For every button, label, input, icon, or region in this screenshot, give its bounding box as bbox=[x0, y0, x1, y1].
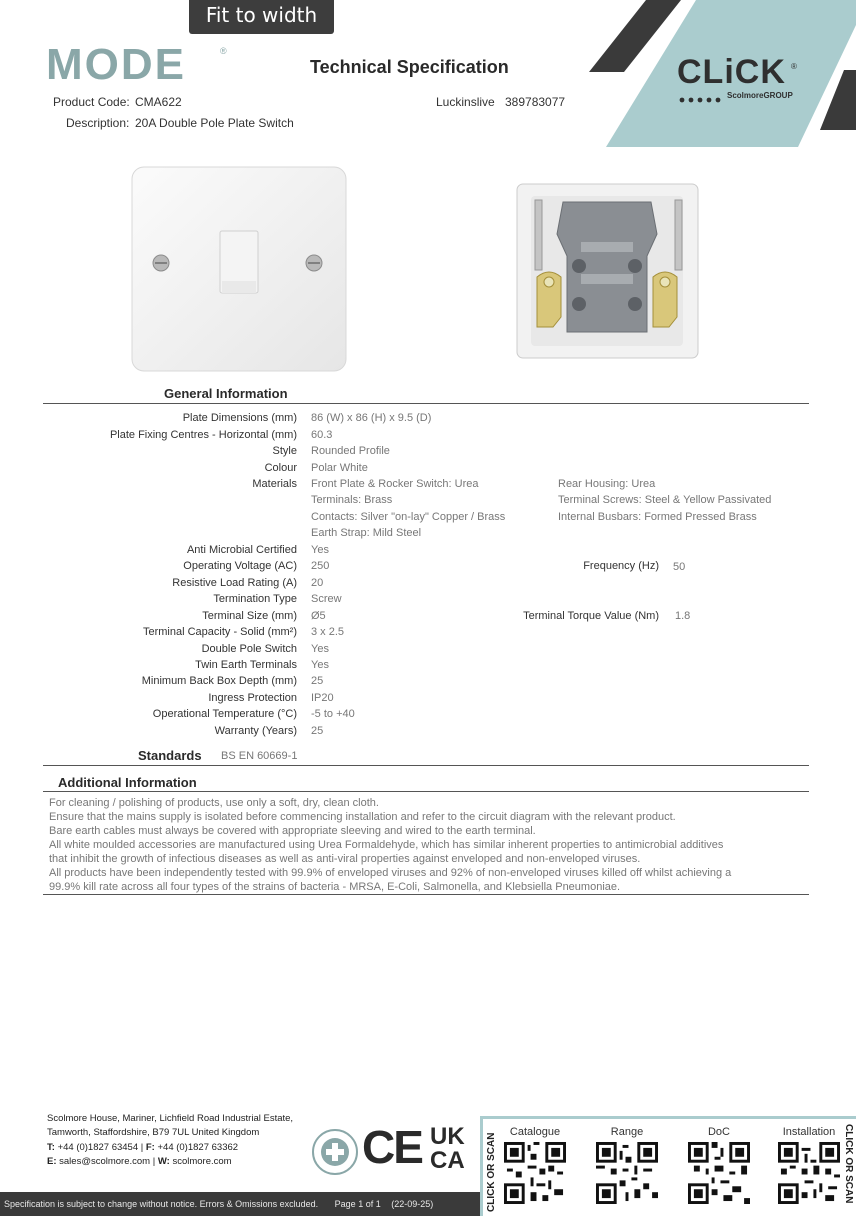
standards-rule bbox=[43, 765, 809, 766]
click-logo-dots bbox=[679, 91, 727, 109]
click-or-scan-right: CLICK OR SCAN bbox=[843, 1124, 854, 1204]
spec-value: Screw bbox=[311, 593, 342, 605]
torque-value: 1.8 bbox=[675, 610, 691, 622]
spec-label: Ingress Protection bbox=[208, 692, 297, 704]
materials-line: Terminals: Brass bbox=[311, 494, 393, 506]
spec-label: Double Pole Switch bbox=[201, 643, 297, 655]
qr-label-installation[interactable]: Installation bbox=[782, 1126, 836, 1138]
torque-label: Terminal Torque Value (Nm) bbox=[523, 610, 659, 622]
spec-value: 250 bbox=[311, 560, 330, 572]
general-information-rule bbox=[43, 403, 809, 404]
spec-label: Warranty (Years) bbox=[214, 725, 297, 737]
spec-label: Anti Microbial Certified bbox=[186, 544, 297, 556]
spec-label: Termination Type bbox=[213, 593, 297, 605]
footer-contact-phone: T: +44 (0)1827 63454 | F: +44 (0)1827 63362 bbox=[47, 1142, 239, 1153]
additional-line: 99.9% kill rate across all four types of the strains of bacteria - MRSA, E-Coli, Salmonella, and Klebsiella Pneumoniae. bbox=[49, 881, 621, 893]
phone-value: +44 (0)1827 63454 bbox=[57, 1142, 139, 1153]
materials-line: Internal Busbars: Formed Pressed Brass bbox=[558, 511, 757, 523]
materials-line: Rear Housing: Urea bbox=[558, 478, 656, 490]
additional-information-heading: Additional Information bbox=[58, 775, 197, 790]
email-label: E: bbox=[47, 1156, 57, 1167]
front-plate-image bbox=[128, 165, 350, 375]
spec-label: Minimum Back Box Depth (mm) bbox=[141, 675, 297, 687]
additional-line: All white moulded accessories are manufactured using Urea Formaldehyde, which has similar inherent properties to antimicrobial additives bbox=[49, 839, 724, 851]
ce-mark-icon: CE bbox=[362, 1121, 422, 1173]
spec-label: Operational Temperature (°C) bbox=[152, 708, 297, 720]
footer-address-line: Tamworth, Staffordshire, B79 7UL United Kingdom bbox=[47, 1127, 260, 1138]
spec-label: Materials bbox=[252, 478, 297, 490]
standards-heading: Standards bbox=[138, 748, 202, 763]
spec-value: 20 bbox=[311, 577, 324, 589]
supplier-code: 389783077 bbox=[505, 95, 566, 109]
materials-line: Terminal Screws: Steel & Yellow Passivated bbox=[558, 494, 772, 506]
qr-code-installation[interactable] bbox=[778, 1142, 840, 1204]
spec-value: IP20 bbox=[311, 692, 334, 704]
qr-code-catalogue[interactable] bbox=[504, 1142, 566, 1204]
spec-label: Colour bbox=[264, 462, 297, 474]
description-label: Description: bbox=[66, 116, 130, 130]
additional-line: that inhibit the growth of infectious diseases as well as anti-viral properties against enveloped and non-enveloped viruses. bbox=[49, 853, 641, 865]
additional-information-rule bbox=[43, 791, 809, 792]
spec-value: -5 to +40 bbox=[311, 708, 355, 720]
qr-code-range[interactable] bbox=[596, 1142, 658, 1204]
spec-label: Plate Dimensions (mm) bbox=[182, 412, 297, 424]
spec-value: Rounded Profile bbox=[311, 445, 390, 457]
spec-label: Style bbox=[272, 445, 297, 457]
click-logo: CLiCK bbox=[677, 53, 786, 91]
spec-label: Operating Voltage (AC) bbox=[183, 560, 297, 572]
spec-value: 3 x 2.5 bbox=[311, 626, 345, 638]
additional-line: Ensure that the mains supply is isolated before commencing installation and refer to the circuit diagram with the relevant product. bbox=[49, 811, 676, 823]
fax-value: +44 (0)1827 63362 bbox=[157, 1142, 239, 1153]
email-value[interactable]: sales@scolmore.com bbox=[59, 1156, 151, 1167]
supplier-label: Luckinslive bbox=[436, 95, 495, 109]
mode-logo-mark: ® bbox=[220, 46, 227, 56]
qr-label-range[interactable]: Range bbox=[610, 1126, 644, 1138]
phone-label: T: bbox=[47, 1142, 55, 1153]
spec-label: Terminal Capacity - Solid (mm²) bbox=[142, 626, 297, 638]
spec-label: Terminal Size (mm) bbox=[202, 610, 297, 622]
footer-address-line: Scolmore House, Mariner, Lichfield Road Industrial Estate, bbox=[47, 1113, 294, 1124]
spec-value: 60.3 bbox=[311, 429, 333, 441]
web-label: W: bbox=[157, 1156, 170, 1167]
spec-value: 86 (W) x 86 (H) x 9.5 (D) bbox=[311, 412, 432, 424]
description-value: 20A Double Pole Plate Switch bbox=[135, 116, 294, 130]
frequency-label: Frequency (Hz) bbox=[583, 560, 659, 572]
additional-bottom-rule bbox=[43, 894, 809, 895]
footer-contact-web: E: sales@scolmore.com | W: scolmore.com bbox=[47, 1156, 232, 1167]
web-value[interactable]: scolmore.com bbox=[172, 1156, 232, 1167]
antimicrobial-badge-icon bbox=[311, 1128, 359, 1176]
footer-disclaimer: Specification is subject to change without notice. Errors & Omissions excluded. Page 1 of 1 (22-09-25) bbox=[4, 1199, 434, 1209]
additional-line: All products have been independently tested with 99.9% of enveloped viruses and 92% of non-enveloped viruses killed off whilst achieving a bbox=[49, 867, 732, 879]
qr-label-doc[interactable]: DoC bbox=[707, 1126, 730, 1138]
general-information-heading: General Information bbox=[164, 386, 288, 401]
spec-value: 25 bbox=[311, 675, 324, 687]
fax-label: F: bbox=[145, 1142, 155, 1153]
scolmore-group-text: ScolmoreGROUP bbox=[727, 91, 793, 100]
spec-value: Ø5 bbox=[311, 610, 326, 622]
spec-value: Yes bbox=[311, 544, 329, 556]
page-title: Technical Specification bbox=[310, 57, 509, 77]
frequency-value: 50 bbox=[673, 561, 686, 573]
additional-line: Bare earth cables must always be covered with appropriate sleeving and wired to the earth terminal. bbox=[49, 825, 536, 837]
fit-to-width-button[interactable]: Fit to width bbox=[189, 0, 334, 34]
qr-label-catalogue[interactable]: Catalogue bbox=[509, 1126, 561, 1138]
qr-code-doc[interactable] bbox=[688, 1142, 750, 1204]
spec-value: Polar White bbox=[311, 462, 368, 474]
product-code-label: Product Code: bbox=[53, 95, 130, 109]
materials-line: Earth Strap: Mild Steel bbox=[311, 527, 422, 539]
spec-label: Twin Earth Terminals bbox=[195, 659, 297, 671]
product-code-value: CMA622 bbox=[135, 95, 182, 109]
mode-logo: MODE bbox=[46, 40, 186, 89]
ukca-mark-icon: UK CA bbox=[430, 1123, 465, 1174]
standards-value: BS EN 60669-1 bbox=[221, 750, 298, 762]
click-or-scan-left: CLICK OR SCAN bbox=[486, 1132, 497, 1212]
materials-line: Contacts: Silver "on-lay" Copper / Brass bbox=[311, 511, 506, 523]
additional-line: For cleaning / polishing of products, use only a soft, dry, clean cloth. bbox=[49, 797, 379, 809]
spec-label: Resistive Load Rating (A) bbox=[172, 577, 297, 589]
spec-label: Plate Fixing Centres - Horizontal (mm) bbox=[109, 429, 297, 441]
spec-value: Yes bbox=[311, 643, 329, 655]
rear-plate-image bbox=[515, 182, 700, 360]
click-logo-mark: ® bbox=[791, 62, 797, 71]
spec-value: Front Plate & Rocker Switch: Urea bbox=[311, 478, 479, 490]
spec-value: Yes bbox=[311, 659, 329, 671]
spec-value: 25 bbox=[311, 725, 324, 737]
